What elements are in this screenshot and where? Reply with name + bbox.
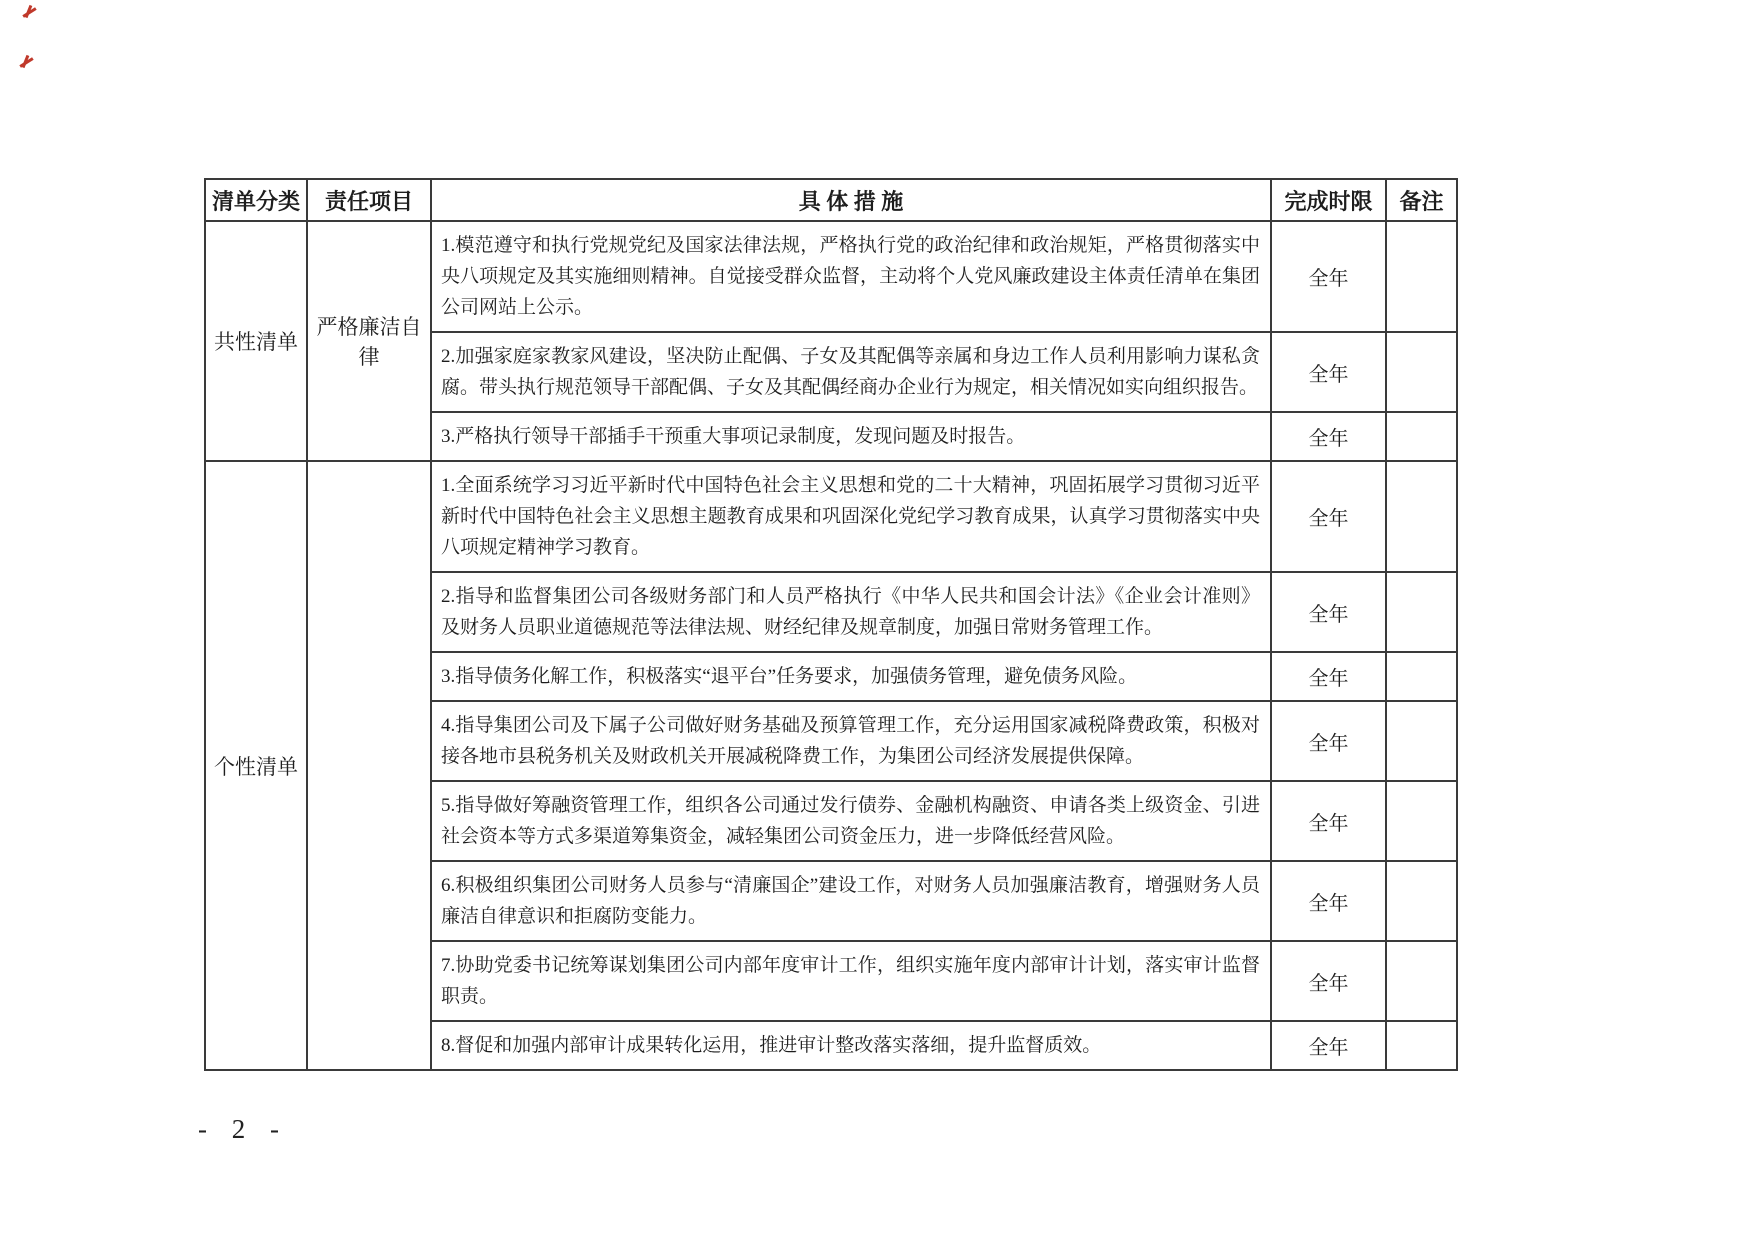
deadline-cell: 全年 [1271, 572, 1386, 652]
measure-cell: 2.加强家庭家教家风建设，坚决防止配偶、子女及其配偶等亲属和身边工作人员利用影响力谋私贪腐。带头执行规范领导干部配偶、子女及其配偶经商办企业行为规定，相关情况如实向组织报告。 [431, 332, 1271, 412]
table-row [205, 461, 1457, 572]
column-header: 具 体 措 施 [431, 179, 1271, 221]
remark-cell [1386, 572, 1457, 652]
measure-cell: 3.严格执行领导干部插手干预重大事项记录制度，发现问题及时报告。 [431, 412, 1271, 461]
measure-cell: 6.积极组织集团公司财务人员参与“清廉国企”建设工作，对财务人员加强廉洁教育，增强财务人员廉洁自律意识和拒腐防变能力。 [431, 861, 1271, 941]
deadline-cell: 全年 [1271, 221, 1386, 332]
column-header: 清单分类 [205, 179, 307, 221]
measure-cell: 8.督促和加强内部审计成果转化运用，推进审计整改落实落细，提升监督质效。 [431, 1021, 1271, 1070]
remark-cell [1386, 1021, 1457, 1070]
deadline-cell: 全年 [1271, 412, 1386, 461]
remark-cell [1386, 701, 1457, 781]
measure-cell: 2.指导和监督集团公司各级财务部门和人员严格执行《中华人民共和国会计法》《企业会计准则》及财务人员职业道德规范等法律法规、财经纪律及规章制度，加强日常财务管理工作。 [431, 572, 1271, 652]
column-header: 备注 [1386, 179, 1457, 221]
remark-cell [1386, 332, 1457, 412]
measure-cell: 3.指导债务化解工作，积极落实“退平台”任务要求，加强债务管理，避免债务风险。 [431, 652, 1271, 701]
column-header: 完成时限 [1271, 179, 1386, 221]
remark-cell [1386, 781, 1457, 861]
table-body [205, 221, 1457, 1070]
deadline-cell: 全年 [1271, 861, 1386, 941]
deadline-cell: 全年 [1271, 941, 1386, 1021]
deadline-cell: 全年 [1271, 461, 1386, 572]
remark-cell [1386, 412, 1457, 461]
measure-cell: 7.协助党委书记统筹谋划集团公司内部年度审计工作，组织实施年度内部审计计划，落实审计监督职责。 [431, 941, 1271, 1021]
measure-cell: 4.指导集团公司及下属子公司做好财务基础及预算管理工作，充分运用国家减税降费政策，积极对接各地市县税务机关及财政机关开展减税降费工作，为集团公司经济发展提供保障。 [431, 701, 1271, 781]
responsibility-table [204, 178, 1458, 1071]
category-cell: 个性清单 [205, 461, 307, 1070]
red-stamp-mark [20, 2, 40, 22]
responsibility-cell [307, 461, 431, 1070]
deadline-cell: 全年 [1271, 701, 1386, 781]
column-header: 责任项目 [307, 179, 431, 221]
measure-cell: 1.模范遵守和执行党规党纪及国家法律法规，严格执行党的政治纪律和政治规矩，严格贯彻落实中央八项规定及其实施细则精神。自觉接受群众监督，主动将个人党风廉政建设主体责任清单在集团公司网站上公示。 [431, 221, 1271, 332]
table-row [205, 221, 1457, 332]
remark-cell [1386, 221, 1457, 332]
red-stamp-mark [17, 52, 37, 72]
deadline-cell: 全年 [1271, 652, 1386, 701]
measure-cell: 5.指导做好筹融资管理工作，组织各公司通过发行债券、金融机构融资、申请各类上级资金、引进社会资本等方式多渠道筹集资金，减轻集团公司资金压力，进一步降低经营风险。 [431, 781, 1271, 861]
measure-cell: 1.全面系统学习习近平新时代中国特色社会主义思想和党的二十大精神，巩固拓展学习贯彻习近平新时代中国特色社会主义思想主题教育成果和巩固深化党纪学习教育成果，认真学习贯彻落实中央八项规定精神学习教育。 [431, 461, 1271, 572]
page-number: - 2 - [198, 1114, 288, 1144]
header-row [205, 179, 1457, 221]
table-head [205, 179, 1457, 221]
deadline-cell: 全年 [1271, 781, 1386, 861]
remark-cell [1386, 941, 1457, 1021]
category-cell: 共性清单 [205, 221, 307, 461]
remark-cell [1386, 461, 1457, 572]
responsibility-cell: 严格廉洁自律 [307, 221, 431, 461]
remark-cell [1386, 652, 1457, 701]
deadline-cell: 全年 [1271, 332, 1386, 412]
deadline-cell: 全年 [1271, 1021, 1386, 1070]
remark-cell [1386, 861, 1457, 941]
